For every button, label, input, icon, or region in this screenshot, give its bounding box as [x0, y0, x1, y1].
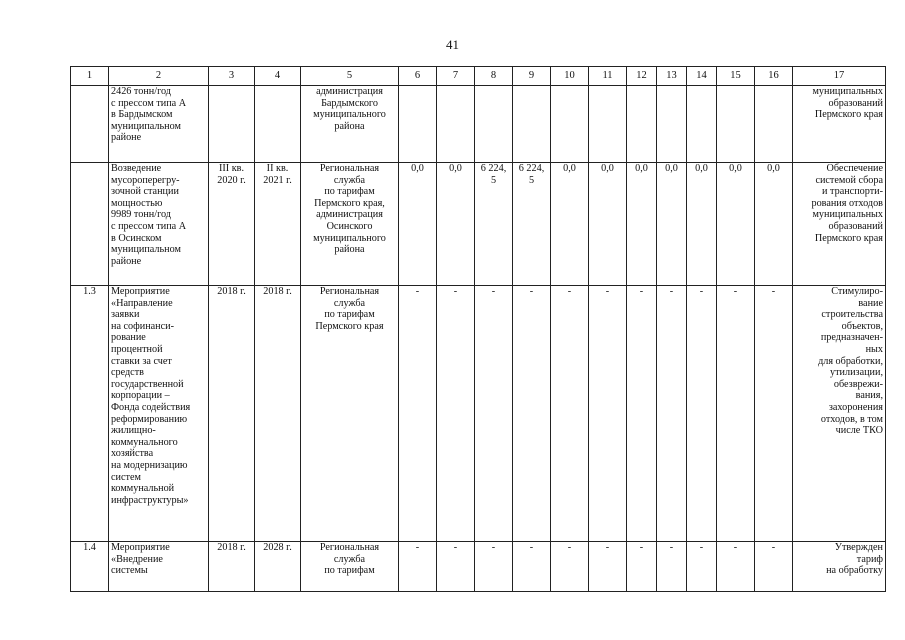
- column-header: 12: [627, 67, 657, 86]
- value-cell: -: [687, 542, 717, 592]
- expected-result: Обеспечение системой сбора и транспорти- рования отходов муниципальных образований Пермского края: [793, 163, 886, 286]
- value-cell: [657, 86, 687, 163]
- value-cell: -: [657, 542, 687, 592]
- value-cell: -: [755, 542, 793, 592]
- value-cell: 0,0: [437, 163, 475, 286]
- value-cell: [755, 86, 793, 163]
- column-header: 5: [301, 67, 399, 86]
- value-cell: -: [657, 286, 687, 542]
- value-cell: -: [437, 542, 475, 592]
- value-cell: 0,0: [717, 163, 755, 286]
- expected-result: Стимулиро- вание строительства объектов, предназначен- ных для обработки, утилизации, обезврежи- вания, захоронения отходов, в том числе ТКО: [793, 286, 886, 542]
- page-number: 41: [446, 37, 459, 52]
- column-header: 8: [475, 67, 513, 86]
- column-header: 1: [71, 67, 109, 86]
- column-header: 17: [793, 67, 886, 86]
- value-cell: [437, 86, 475, 163]
- item-number: 1.3: [71, 286, 109, 542]
- value-cell: -: [551, 542, 589, 592]
- column-header: 9: [513, 67, 551, 86]
- value-cell: -: [399, 286, 437, 542]
- value-cell: 6 224, 5: [475, 163, 513, 286]
- column-header: 15: [717, 67, 755, 86]
- column-header: 3: [209, 67, 255, 86]
- value-cell: -: [627, 542, 657, 592]
- start-date: III кв. 2020 г.: [209, 163, 255, 286]
- value-cell: 0,0: [657, 163, 687, 286]
- table-row: [71, 86, 886, 163]
- expected-result: Утвержден тариф на обработку: [793, 542, 886, 592]
- column-header: 11: [589, 67, 627, 86]
- program-activities-table: [70, 66, 886, 592]
- value-cell: -: [513, 542, 551, 592]
- table-row: [71, 163, 886, 286]
- activity-name: Возведение мусороперегру- зочной станции мощностью 9989 тонн/год с прессом типа А в Осинском муниципальном районе: [109, 163, 209, 286]
- responsible-party: Региональная служба по тарифам Пермского края, администрация Осинского муниципального района: [301, 163, 399, 286]
- start-date: [209, 86, 255, 163]
- item-number: 1.4: [71, 542, 109, 592]
- column-header: 4: [255, 67, 301, 86]
- item-number: [71, 163, 109, 286]
- end-date: II кв. 2021 г.: [255, 163, 301, 286]
- value-cell: -: [475, 542, 513, 592]
- value-cell: -: [755, 286, 793, 542]
- column-header: 10: [551, 67, 589, 86]
- value-cell: [399, 86, 437, 163]
- responsible-party: Региональная служба по тарифам Пермского края: [301, 286, 399, 542]
- table-row: [71, 542, 886, 592]
- value-cell: -: [513, 286, 551, 542]
- value-cell: -: [551, 286, 589, 542]
- value-cell: [475, 86, 513, 163]
- value-cell: -: [717, 542, 755, 592]
- expected-result: муниципальных образований Пермского края: [793, 86, 886, 163]
- value-cell: [551, 86, 589, 163]
- column-header: 2: [109, 67, 209, 86]
- value-cell: -: [589, 286, 627, 542]
- start-date: 2018 г.: [209, 542, 255, 592]
- value-cell: 0,0: [399, 163, 437, 286]
- end-date: 2018 г.: [255, 286, 301, 542]
- value-cell: -: [589, 542, 627, 592]
- value-cell: 0,0: [551, 163, 589, 286]
- end-date: 2028 г.: [255, 542, 301, 592]
- activity-name: Мероприятие «Направление заявки на софинанси- рование процентной ставки за счет средств государственной корпорации – Фонда содействия реформированию жилищно- коммунального хозяйства на модернизацию систем коммунальной инфраструктуры»: [109, 286, 209, 542]
- table-row: [71, 286, 886, 542]
- column-header: 13: [657, 67, 687, 86]
- value-cell: -: [399, 542, 437, 592]
- column-header: 6: [399, 67, 437, 86]
- value-cell: -: [717, 286, 755, 542]
- value-cell: 0,0: [687, 163, 717, 286]
- start-date: 2018 г.: [209, 286, 255, 542]
- item-number: [71, 86, 109, 163]
- value-cell: 0,0: [755, 163, 793, 286]
- column-header: 14: [687, 67, 717, 86]
- value-cell: -: [627, 286, 657, 542]
- responsible-party: Региональная служба по тарифам: [301, 542, 399, 592]
- end-date: [255, 86, 301, 163]
- value-cell: -: [437, 286, 475, 542]
- value-cell: [589, 86, 627, 163]
- value-cell: [687, 86, 717, 163]
- value-cell: 6 224, 5: [513, 163, 551, 286]
- value-cell: [513, 86, 551, 163]
- column-header: 7: [437, 67, 475, 86]
- responsible-party: администрация Бардымского муниципального района: [301, 86, 399, 163]
- value-cell: -: [687, 286, 717, 542]
- activity-name: Мероприятие «Внедрение системы: [109, 542, 209, 592]
- column-header: 16: [755, 67, 793, 86]
- activity-name: 2426 тонн/год с прессом типа А в Бардымском муниципальном районе: [109, 86, 209, 163]
- value-cell: 0,0: [589, 163, 627, 286]
- column-number-row: [71, 67, 886, 86]
- value-cell: -: [475, 286, 513, 542]
- value-cell: [717, 86, 755, 163]
- value-cell: [627, 86, 657, 163]
- value-cell: 0,0: [627, 163, 657, 286]
